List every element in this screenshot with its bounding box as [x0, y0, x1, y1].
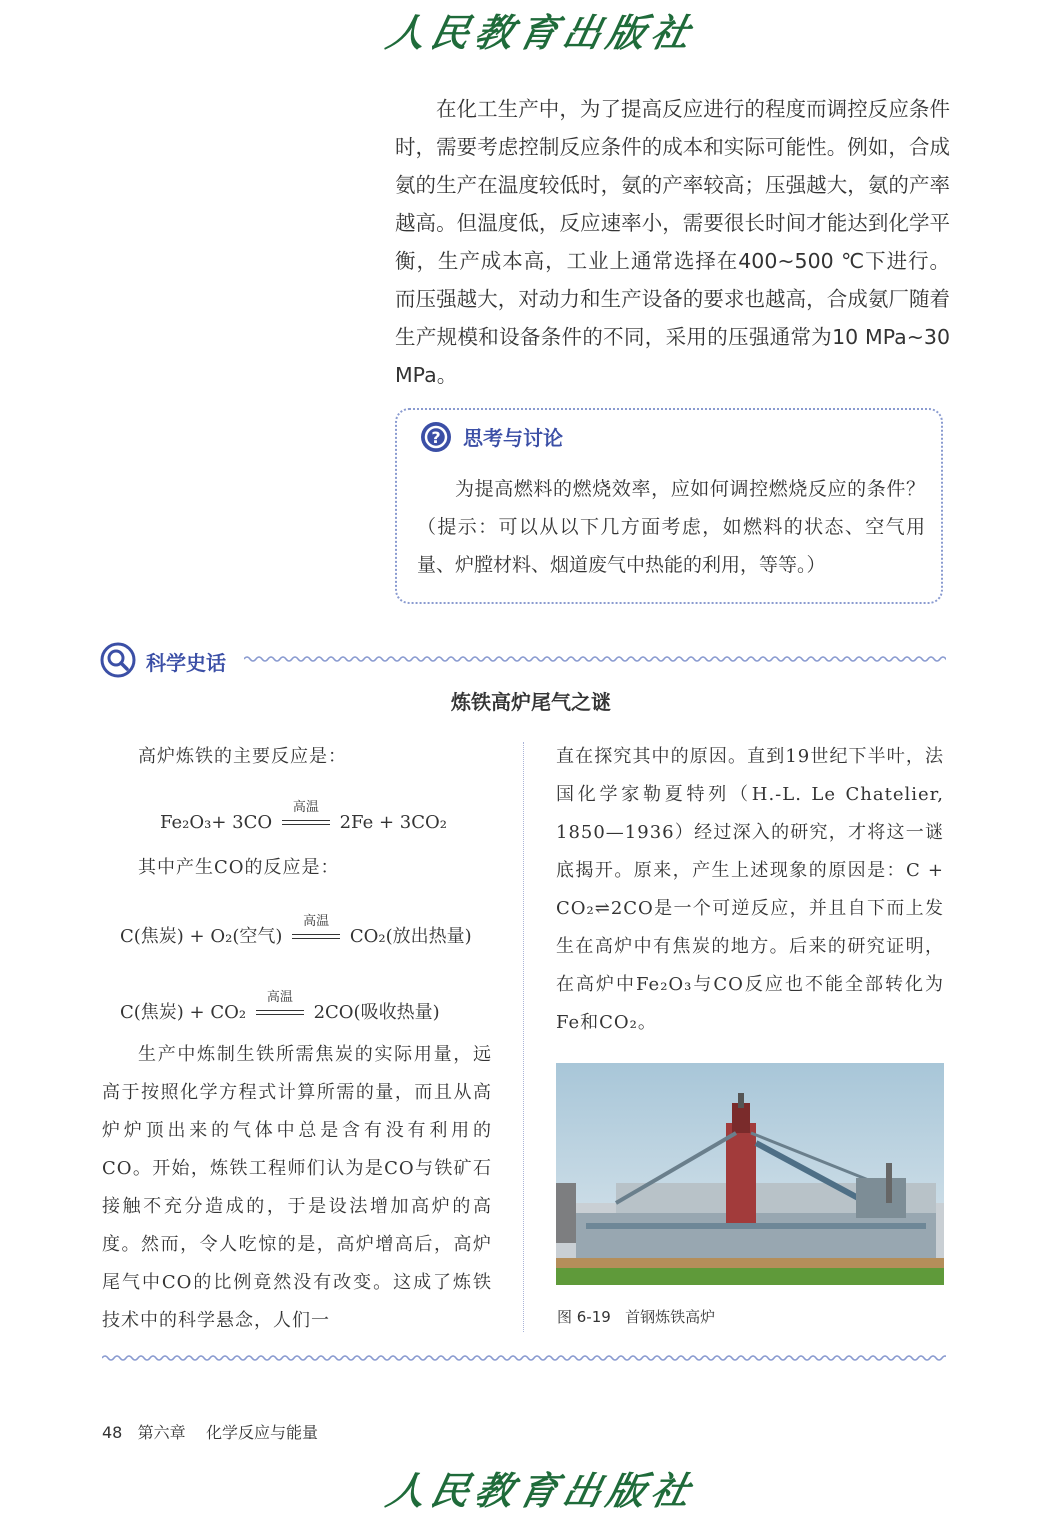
publisher-logo-bottom: 人民教育出版社 [382, 1468, 701, 1513]
publisher-logo-top: 人民教育出版社 [382, 10, 701, 55]
main-paragraph [395, 90, 950, 394]
equation-2-condition: 高温 [303, 914, 330, 929]
svg-text:?: ? [431, 428, 441, 447]
blast-furnace-photo [556, 1063, 944, 1285]
equation-3-left: C(焦炭) + CO₂ [120, 1002, 247, 1023]
chapter-title: 化学反应与能量 [205, 1423, 318, 1442]
column-divider [523, 742, 524, 1332]
equation-2-left: C(焦炭) + O₂(空气) [120, 926, 283, 947]
equation-1-right: 2Fe + 3CO₂ [339, 812, 447, 833]
magnifier-icon [100, 642, 136, 678]
page-number: 48 [102, 1423, 123, 1442]
discussion-title: 思考与讨论 [463, 426, 563, 450]
equation-2 [120, 914, 472, 948]
history-heading: 炼铁高炉尾气之谜 [451, 690, 611, 714]
equation-3-right: 2CO(吸收热量) [313, 1002, 440, 1023]
page-footer [102, 1420, 318, 1443]
figure-caption-number: 图 6-19 [557, 1308, 611, 1326]
history-footer-wave [102, 1350, 946, 1364]
history-section-title: 科学史话 [146, 651, 226, 675]
co-intro: 其中产生CO的反应是： [138, 857, 340, 878]
equation-1-condition: 高温 [292, 800, 319, 815]
history-right-column [556, 738, 944, 1042]
equation-1 [160, 800, 447, 833]
history-left-column [102, 738, 492, 776]
figure-caption [557, 1306, 715, 1327]
history-header-wave [244, 651, 946, 665]
equation-3 [120, 990, 440, 1024]
right-equation: C + CO₂⇌2CO [556, 860, 945, 919]
left-paragraph: 生产中炼制生铁所需焦炭的实际用量，远高于按照化学方程式计算所需的量，而且从高炉炉顶出来的气体中总是含有没有利用的CO。开始，炼铁工程师们认为是CO与铁矿石接触不充分造成的，于是设法增加高炉的高度。然而，令人吃惊的是，高炉增高后，高炉尾气中CO的比例竟然没有改变。这成了炼铁技术中的科学悬念，人们一 [102, 1044, 492, 1331]
discussion-text-wrap [417, 470, 925, 584]
equation-3-condition: 高温 [266, 990, 293, 1005]
equation-2-right: CO₂(放出热量) [349, 926, 472, 947]
right-paragraph-1: 直在探究其中的原因。直到19世纪下半叶，法国化学家勒夏特列（H.-L. Le Chatelier, 1850—1936）经过深入的研究，才将这一谜底揭开。原来，产生上述现象的原因是： [556, 746, 944, 881]
equation-1-left: Fe₂O₃+ 3CO [160, 812, 273, 833]
discussion-box [395, 408, 943, 604]
figure-caption-text: 首钢炼铁高炉 [625, 1308, 716, 1326]
chapter-label: 第六章 [137, 1423, 186, 1442]
main-paragraph-text: 在化工生产中，为了提高反应进行的程度而调控反应条件时，需要考虑控制反应条件的成本和实际可能性。例如，合成氨的生产在温度较低时，氨的产率较高；压强越大，氨的产率越高。但温度低，反应速率小，需要很长时间才能达到化学平衡，生产成本高，工业上通常选择在400~500 ℃下进行。而压强越大，对动力和生产设备的要求也越高，合成氨厂随着生产规模和设备条件的不同，采用的压强通常为10 MPa~30 MPa。 [395, 97, 950, 387]
discussion-icon [419, 420, 453, 454]
left-intro: 高炉炼铁的主要反应是： [138, 746, 347, 767]
right-paragraph-2: 是一个可逆反应，并且自下而上发生在高炉中有焦炭的地方。后来的研究证明，在高炉中Fe₂O₃与CO反应也不能全部转化为Fe和CO₂。 [556, 898, 944, 1033]
discussion-text: 为提高燃料的燃烧效率，应如何调控燃烧反应的条件？（提示：可以从以下几方面考虑，如燃料的状态、空气用量、炉膛材料、烟道废气中热能的利用，等等。） [417, 478, 925, 576]
